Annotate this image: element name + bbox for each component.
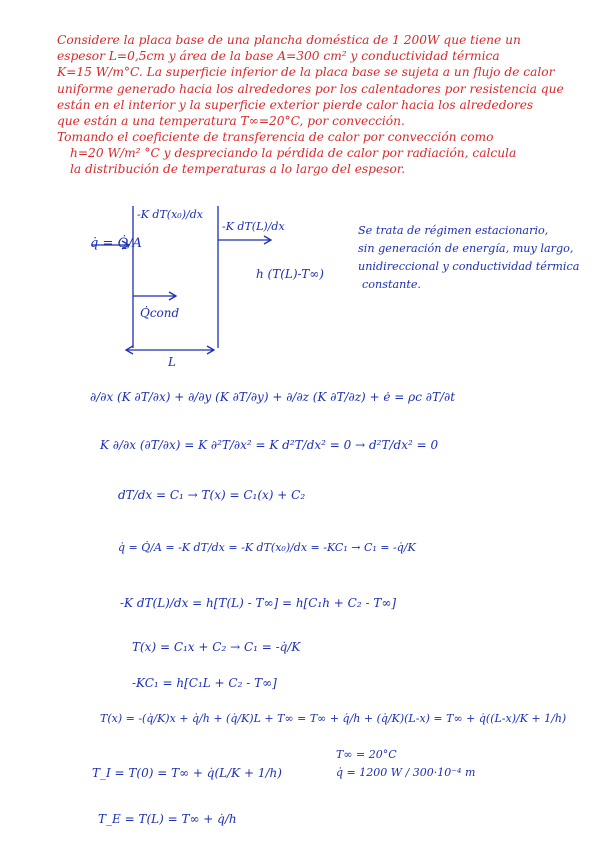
problem-line: K=15 W/m°C. La superficie inferior de la placa base se sujeta a un flujo de calor bbox=[57, 65, 555, 79]
simplified-equation: K ∂/∂x (∂T/∂x) = K ∂²T/∂x² = K d²T/dx² = 0 → d²T/dx² = 0 bbox=[100, 438, 439, 452]
problem-line: la distribución de temperaturas a lo largo del espesor. bbox=[70, 162, 406, 176]
constant-relation: -KC₁ = h[C₁L + C₂ - T∞] bbox=[132, 676, 277, 690]
length-label: L bbox=[168, 355, 176, 369]
heat-flux-value: q̇ = 1200 W / 300·10⁻⁴ m bbox=[336, 766, 476, 779]
note-line: Se trata de régimen estacionario, bbox=[358, 224, 549, 237]
temperature-solution: T(x) = -(q̇/K)x + q̇/h + (q̇/K)L + T∞ = T∞ + q̇/h + (q̇/K)(L-x) = T∞ + q̇((L-x)/K + 1/h) bbox=[100, 712, 567, 725]
ambient-temperature-value: T∞ = 20°C bbox=[336, 748, 397, 761]
inner-surface-temperature: T_I = T(0) = T∞ + q̇(L/K + 1/h) bbox=[92, 766, 282, 780]
problem-line: Considere la placa base de una plancha doméstica de 1 200W que tiene un bbox=[57, 33, 521, 47]
problem-line: que están a una temperatura T∞=20°C, por convección. bbox=[57, 114, 405, 128]
problem-line: espesor L=0,5cm y área de la base A=300 cm² y conductividad térmica bbox=[57, 49, 500, 63]
length-arrowhead-left bbox=[126, 346, 133, 354]
note-line: constante. bbox=[362, 278, 421, 291]
temperature-expression: T(x) = C₁x + C₂ → C₁ = -q̇/K bbox=[132, 640, 301, 654]
length-arrowhead-right bbox=[207, 346, 214, 354]
problem-line: están en el interior y la superficie exterior pierde calor hacia los alrededores bbox=[57, 98, 534, 112]
boundary-condition-1: q̇ = Q̇/A = -K dT/dx = -K dT(x₀)/dx = -KC₁ → C₁ = -q̇/K bbox=[118, 541, 416, 554]
boundary-condition-2: -K dT(L)/dx = h[T(L) - T∞] = h[C₁h + C₂ - T∞] bbox=[120, 596, 396, 610]
conduction-label: Q̇cond bbox=[140, 306, 180, 320]
note-line: unidireccional y conductividad térmica bbox=[358, 260, 580, 273]
flux-in-label: -K dT(x₀)/dx bbox=[137, 208, 203, 221]
outflux-arrowhead bbox=[264, 236, 271, 244]
heat-equation: ∂/∂x (K ∂T/∂x) + ∂/∂y (K ∂T/∂y) + ∂/∂z (K ∂T/∂z) + ė = ρc ∂T/∂t bbox=[90, 390, 456, 404]
integration-step: dT/dx = C₁ → T(x) = C₁(x) + C₂ bbox=[118, 488, 306, 502]
heat-flux-definition: q̇ = Q̇/A bbox=[90, 236, 142, 251]
problem-line: uniforme generado hacia los alrededores por los calentadores por resistencia que bbox=[57, 82, 564, 96]
problem-line: Tomando el coeficiente de transferencia de calor por convección como bbox=[57, 130, 494, 144]
convection-label: h (T(L)-T∞) bbox=[256, 267, 324, 281]
note-line: sin generación de energía, muy largo, bbox=[358, 242, 574, 255]
outer-surface-temperature: T_E = T(L) = T∞ + q̇/h bbox=[98, 812, 237, 826]
problem-line: h=20 W/m² °C y despreciando la pérdida de calor por radiación, calcula bbox=[70, 146, 517, 160]
flux-out-label: -K dT(L)/dx bbox=[222, 220, 285, 233]
conduction-arrowhead bbox=[169, 292, 176, 300]
